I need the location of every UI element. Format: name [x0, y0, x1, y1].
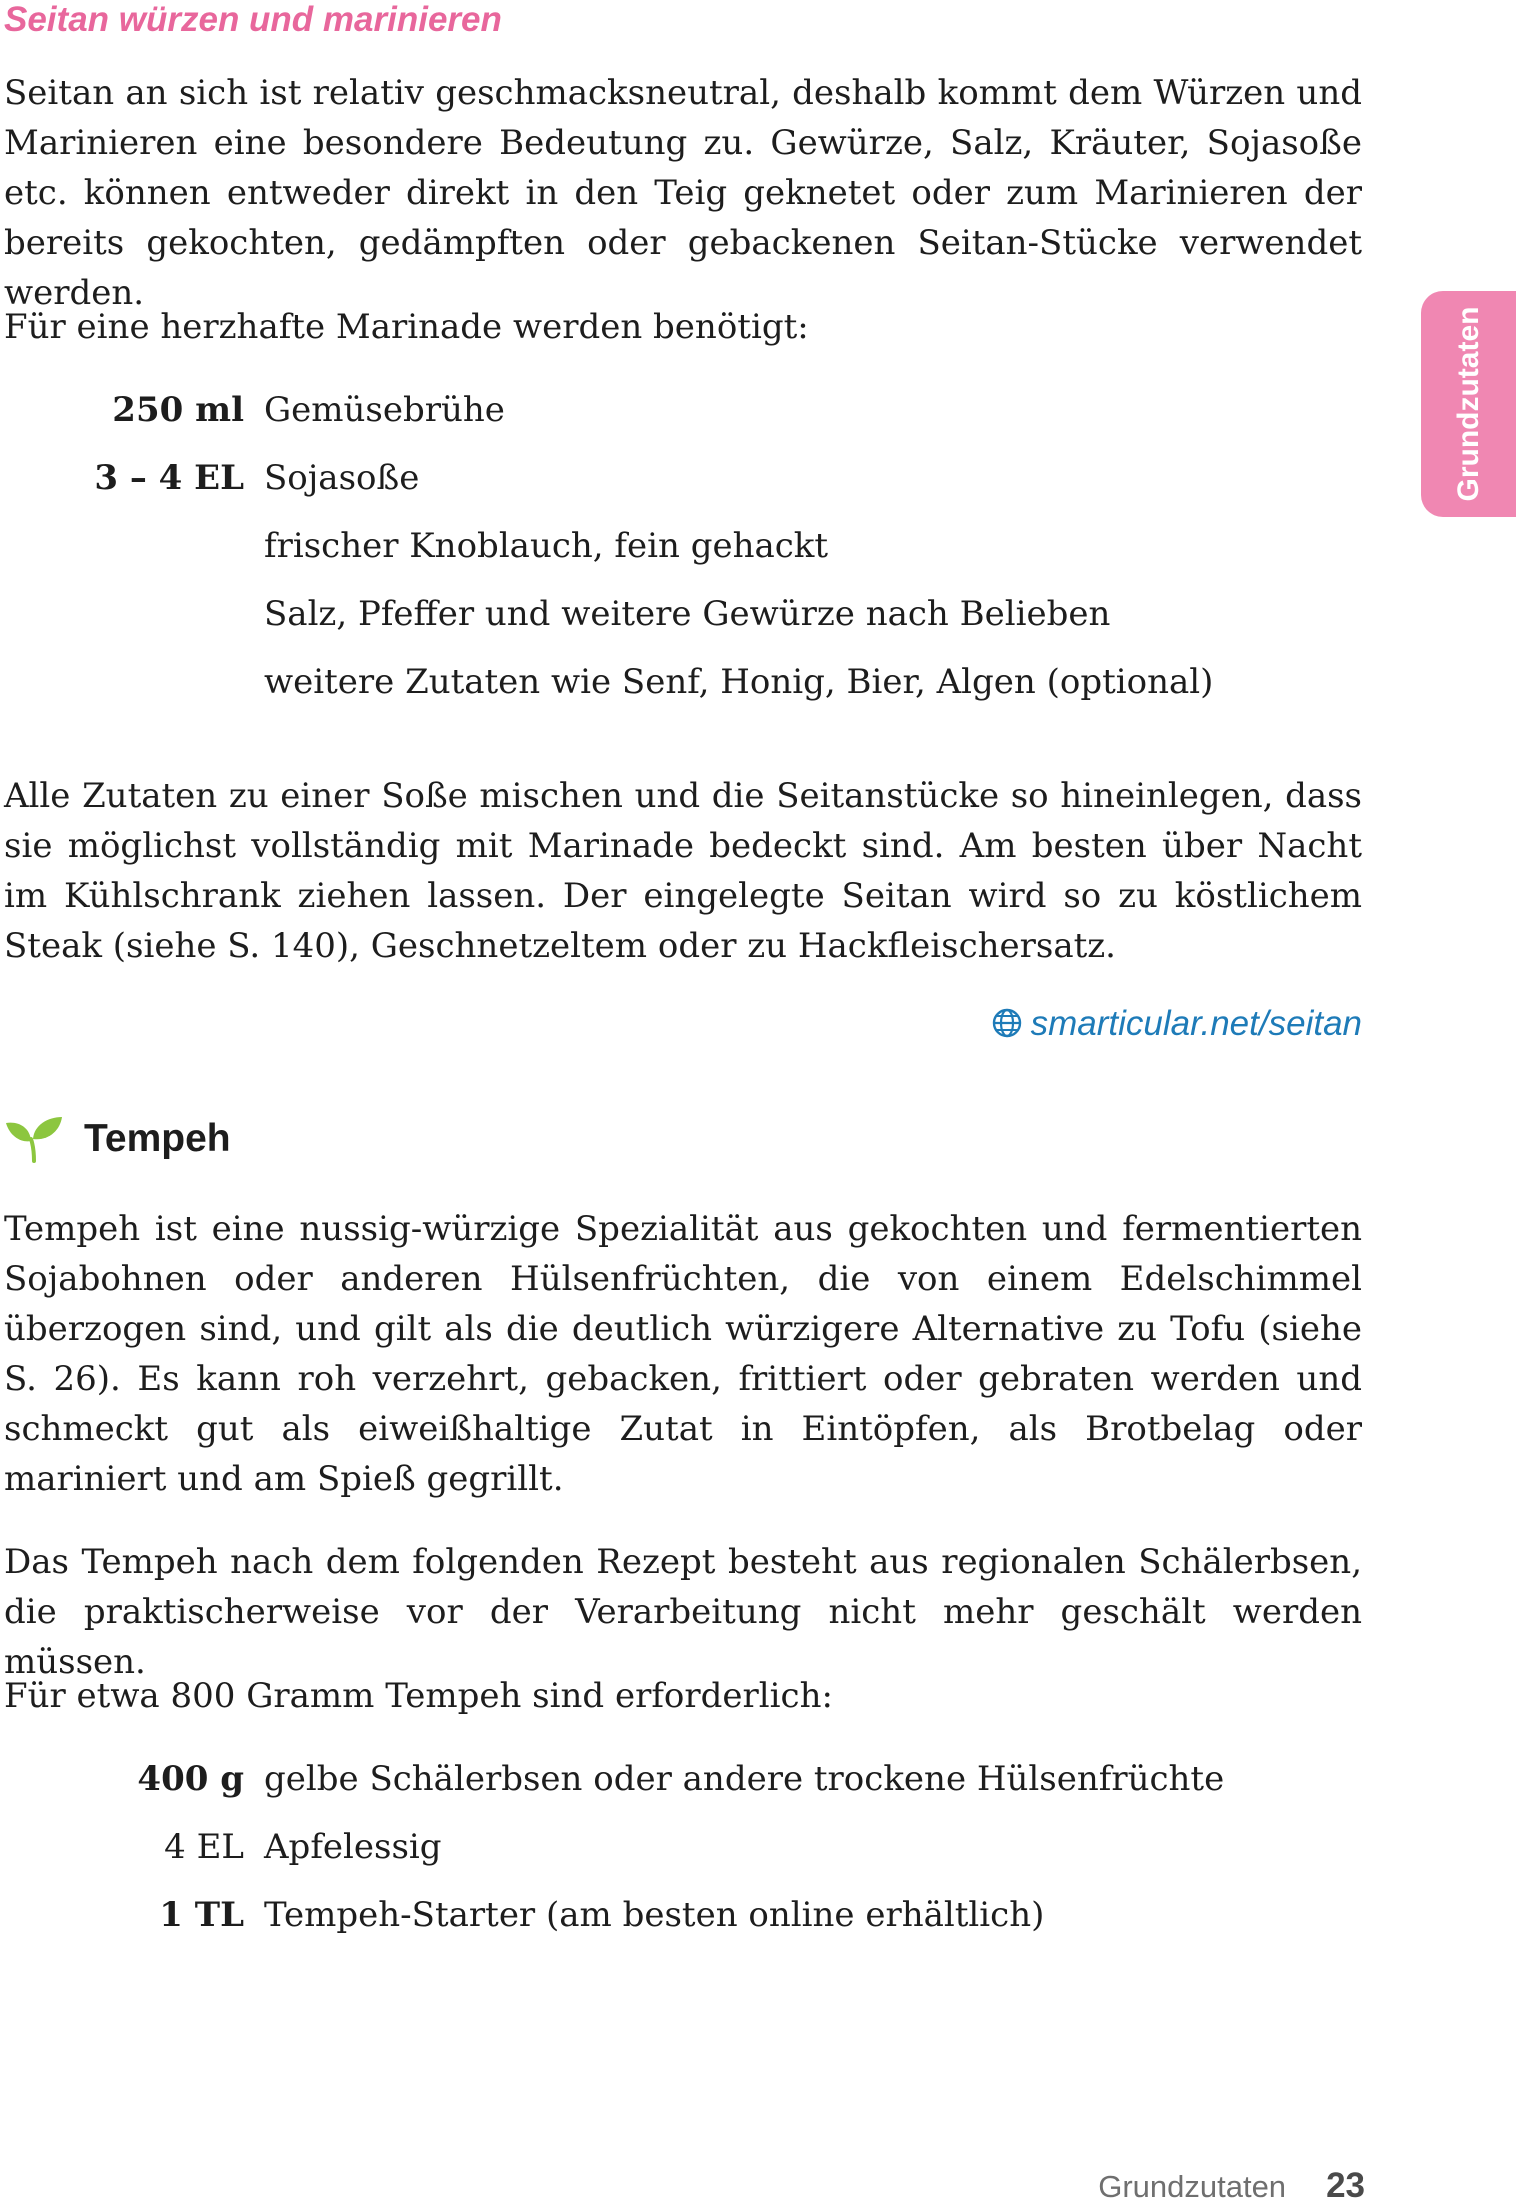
section-title: Tempeh	[84, 1117, 231, 1160]
marinade-intro: Für eine herzhafte Marinade werden benötigt:	[4, 307, 809, 347]
ingredient-quantity: 1 TL	[159, 1895, 244, 1935]
globe-icon	[991, 1007, 1023, 1039]
ingredient-name: Sojasoße	[264, 458, 420, 498]
ingredient-name: Salz, Pfeffer und weitere Gewürze nach Belieben	[264, 594, 1111, 634]
tempeh-intro: Für etwa 800 Gramm Tempeh sind erforderlich:	[4, 1676, 833, 1716]
ingredient-row	[0, 1822, 1300, 1890]
ingredient-row	[0, 657, 1300, 725]
page-footer	[1000, 2166, 1365, 2206]
link-text[interactable]: smarticular.net/seitan	[1030, 1004, 1362, 1043]
ingredient-row	[0, 589, 1300, 657]
paragraph-tempeh-description: Tempeh ist eine nussig-würzige Spezialität aus gekochten und fermentierten Sojabohnen oder anderen Hülsenfrüchten, die von einem Edelschimmel überzogen sind, und gilt als die deutlich würzigere Alternative zu Tofu (siehe S. 26). Es kann roh verzehrt, gebacken, frittiert oder gebraten werden und schmeckt gut als eiweißhaltige Zutat in Eintöpfen, als Brotbelag oder mariniert und am Spieß gegrillt.	[4, 1209, 1362, 1499]
tempeh-ingredient-list	[0, 1754, 1300, 1958]
marinade-ingredient-list	[0, 385, 1300, 725]
ingredient-quantity: 400 g	[137, 1759, 244, 1799]
ingredient-name: gelbe Schälerbsen oder andere trockene Hülsenfrüchte	[264, 1759, 1225, 1799]
chapter-side-tab-label: Grundzutaten	[1451, 306, 1485, 502]
ingredient-row	[0, 1754, 1300, 1822]
ingredient-quantity: 4 EL	[164, 1827, 244, 1867]
section-heading-tempeh	[4, 1111, 231, 1167]
ingredient-row	[0, 385, 1300, 453]
sprout-icon	[4, 1115, 64, 1163]
ingredient-row	[0, 453, 1300, 521]
paragraph-tempeh-recipe: Das Tempeh nach dem folgenden Rezept besteht aus regionalen Schälerbsen, die praktischerweise vor der Verarbeitung nicht mehr geschält werden müssen.	[4, 1542, 1362, 1682]
chapter-side-tab[interactable]	[1421, 291, 1516, 517]
ingredient-name: frischer Knoblauch, fein gehackt	[264, 526, 829, 566]
ingredient-row	[0, 521, 1300, 589]
page-number: 23	[1326, 2166, 1365, 2205]
section-heading-seitan: Seitan würzen und marinieren	[4, 0, 502, 39]
paragraph-marinade-instructions: Alle Zutaten zu einer Soße mischen und die Seitanstücke so hineinlegen, dass sie möglichst vollständig mit Marinade bedeckt sind. Am besten über Nacht im Kühlschrank ziehen lassen. Der eingelegte Seitan wird so zu köstlichem Steak (siehe S. 140), Geschnetzeltem oder zu Hackfleischersatz.	[4, 776, 1362, 966]
ingredient-name: Gemüsebrühe	[264, 390, 505, 430]
web-link[interactable]	[955, 999, 1362, 1049]
ingredient-name: Tempeh-Starter (am besten online erhältlich)	[264, 1895, 1045, 1935]
ingredient-name: weitere Zutaten wie Senf, Honig, Bier, Algen (optional)	[264, 662, 1214, 702]
ingredient-quantity: 3 – 4 EL	[94, 458, 244, 498]
ingredient-quantity: 250 ml	[112, 390, 244, 430]
ingredient-row	[0, 1890, 1300, 1958]
paragraph-seitan-intro: Seitan an sich ist relativ geschmacksneutral, deshalb kommt dem Würzen und Marinieren eine besondere Bedeutung zu. Gewürze, Salz, Kräuter, Sojasoße etc. können entweder direkt in den Teig geknetet oder zum Marinieren der bereits gekochten, gedämpften oder gebackenen Seitan-Stücke verwendet werden.	[4, 73, 1362, 313]
ingredient-name: Apfelessig	[264, 1827, 442, 1867]
footer-section-label: Grundzutaten	[1098, 2169, 1287, 2204]
